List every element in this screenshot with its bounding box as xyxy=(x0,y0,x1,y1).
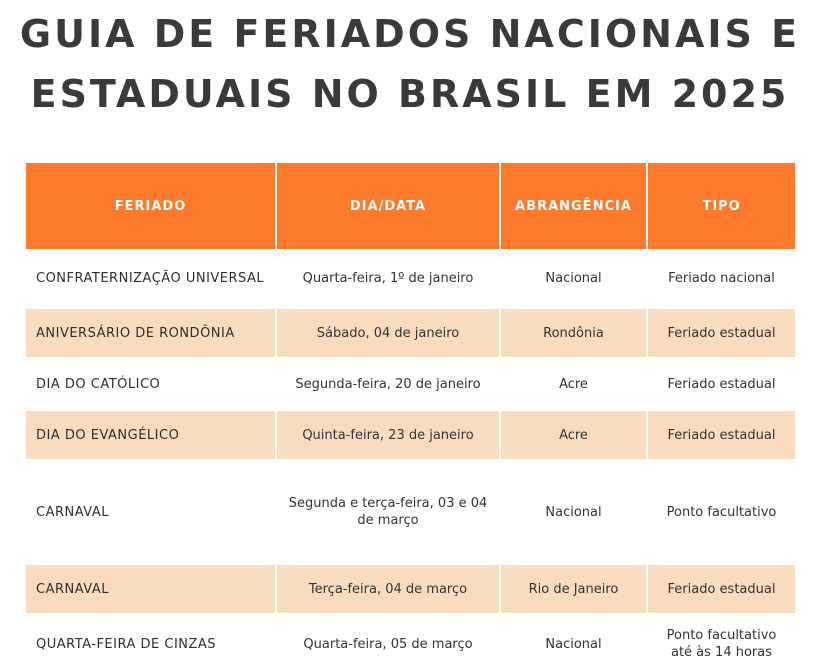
header-feriado: FERIADO xyxy=(26,163,277,249)
table-row xyxy=(26,565,795,615)
cell-data: Segunda-feira, 20 de janeiro xyxy=(277,359,501,411)
holidays-table xyxy=(26,163,795,656)
table-row xyxy=(26,615,795,656)
cell-abrangencia: Acre xyxy=(501,411,648,461)
cell-feriado: CARNAVAL xyxy=(26,565,277,615)
cell-abrangencia: Rio de Janeiro xyxy=(501,565,648,615)
cell-abrangencia: Nacional xyxy=(501,461,648,565)
page-title xyxy=(0,4,820,124)
table-row xyxy=(26,359,795,411)
cell-feriado: CONFRATERNIZAÇÃO UNIVERSAL xyxy=(26,249,277,309)
cell-tipo: Feriado nacional xyxy=(648,249,795,309)
cell-tipo: Feriado estadual xyxy=(648,565,795,615)
cell-data: Segunda e terça-feira, 03 e 04 de março xyxy=(277,461,501,565)
header-abrangencia: ABRANGÊNCIA xyxy=(501,163,648,249)
cell-feriado: QUARTA-FEIRA DE CINZAS xyxy=(26,615,277,656)
cell-tipo: Feriado estadual xyxy=(648,411,795,461)
cell-data: Quarta-feira, 05 de março xyxy=(277,615,501,656)
cell-data: Quarta-feira, 1º de janeiro xyxy=(277,249,501,309)
cell-tipo: Feriado estadual xyxy=(648,309,795,359)
table-row xyxy=(26,309,795,359)
cell-tipo: Ponto facultativo até às 14 horas xyxy=(648,615,795,656)
cell-data: Quinta-feira, 23 de janeiro xyxy=(277,411,501,461)
table-row xyxy=(26,249,795,309)
cell-feriado: DIA DO EVANGÉLICO xyxy=(26,411,277,461)
cell-abrangencia: Nacional xyxy=(501,249,648,309)
page-title-line-2: ESTADUAIS NO BRASIL EM 2025 xyxy=(30,72,790,116)
table-header-row xyxy=(26,163,795,249)
cell-abrangencia: Acre xyxy=(501,359,648,411)
cell-tipo: Ponto facultativo xyxy=(648,461,795,565)
cell-feriado: DIA DO CATÓLICO xyxy=(26,359,277,411)
cell-abrangencia: Rondônia xyxy=(501,309,648,359)
page-title-line-1: GUIA DE FERIADOS NACIONAIS E xyxy=(19,12,801,56)
cell-feriado: ANIVERSÁRIO DE RONDÔNIA xyxy=(26,309,277,359)
header-dia-data: DIA/DATA xyxy=(277,163,501,249)
header-tipo: TIPO xyxy=(648,163,795,249)
table-row xyxy=(26,411,795,461)
cell-data: Sábado, 04 de janeiro xyxy=(277,309,501,359)
cell-tipo: Feriado estadual xyxy=(648,359,795,411)
cell-abrangencia: Nacional xyxy=(501,615,648,656)
cell-feriado: CARNAVAL xyxy=(26,461,277,565)
table-row xyxy=(26,461,795,565)
cell-data: Terça-feira, 04 de março xyxy=(277,565,501,615)
